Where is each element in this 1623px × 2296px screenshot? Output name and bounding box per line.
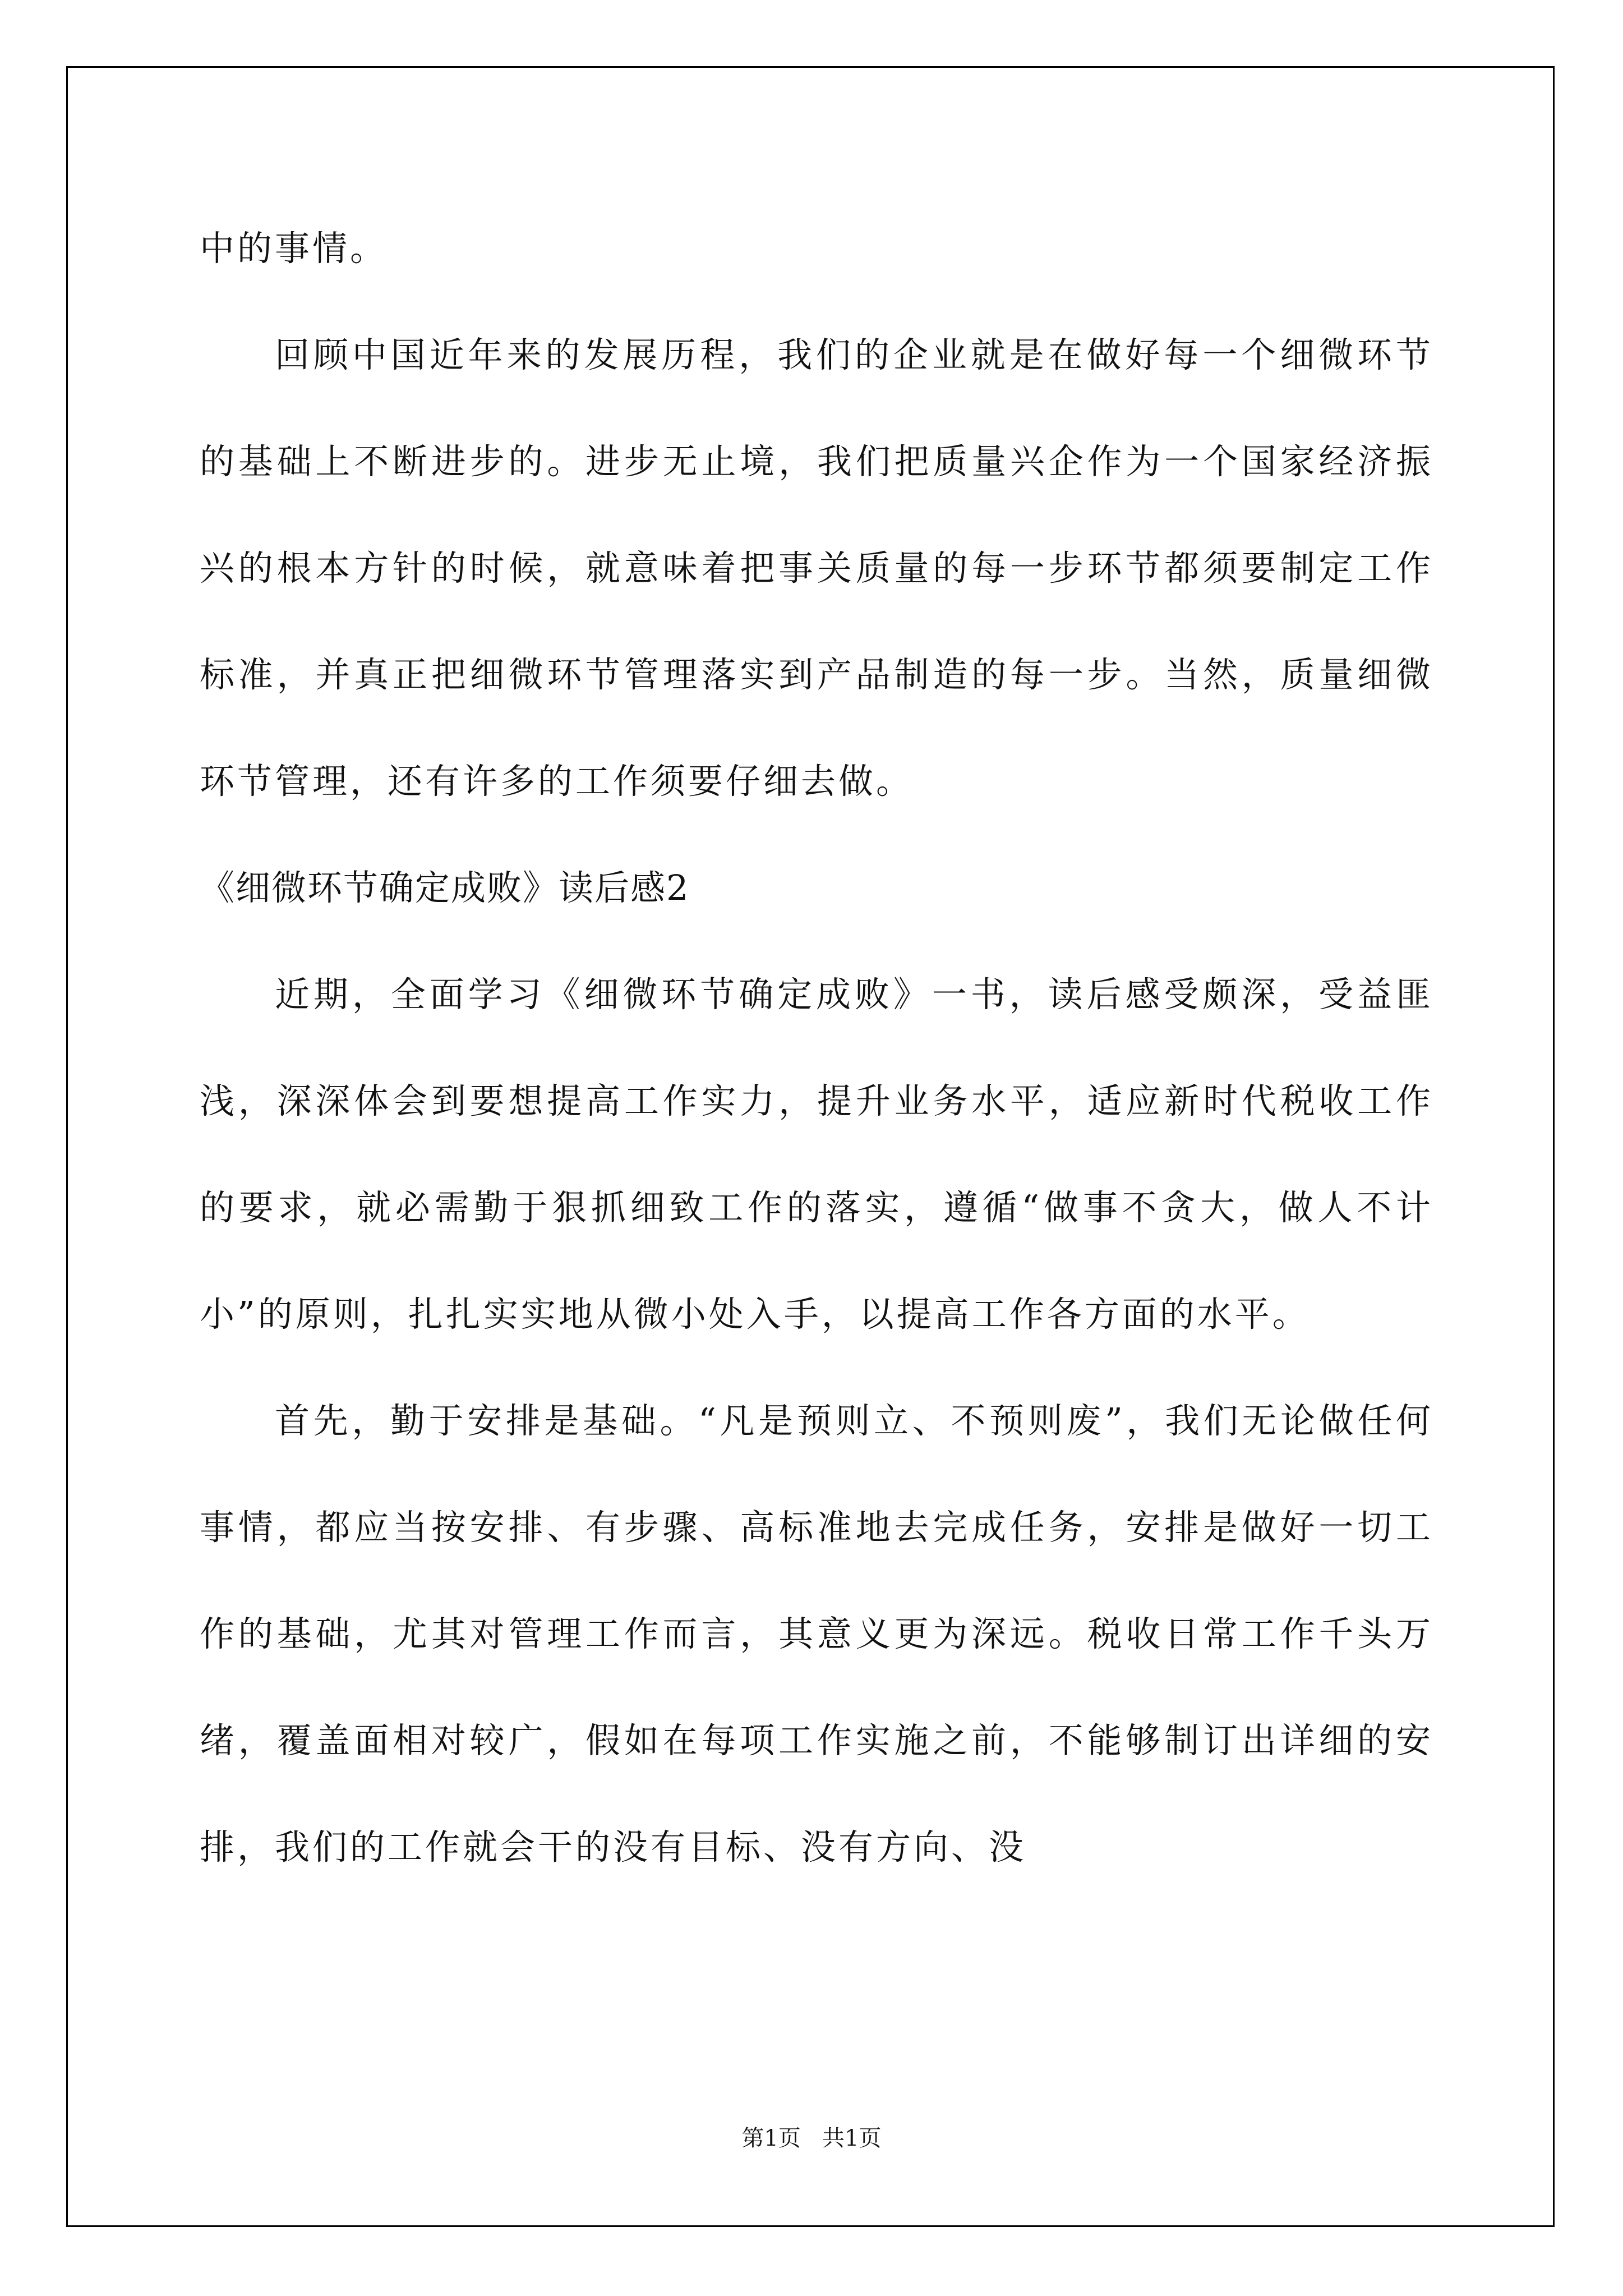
paragraph-recent-study: 近期，全面学习《细微环节确定成败》一书，读后感受颇深，受益匪浅，深深体会到要想提高工作实力，提升业务水平，适应新时代税收工作的要求，就必需勤于狠抓细致工作的落实，遵循“做事不贪大，做人不计小”的原则，扎扎实实地从微小处入手，以提高工作各方面的水平。 bbox=[200, 974, 1433, 1335]
paragraph-planning: 首先，勤于安排是基础。“凡是预则立、不预则废”，我们无论做任何事情，都应当按安排、有步骤、高标准地去完成任务，安排是做好一切工作的基础，尤其对管理工作而言，其意义更为深远。税收日常工作千头万绪，覆盖面相对较广，假如在每项工作实施之前，不能够制订出详细的安排，我们的工作就会干的没有目标、没有方向、没 bbox=[200, 1400, 1433, 1867]
section-heading: 《细微环节确定成败》读后感2 bbox=[200, 867, 690, 908]
document-body bbox=[200, 195, 1433, 1901]
page-footer: 第1页 共1页 bbox=[741, 2125, 882, 2151]
paragraph-review-history: 回顾中国近年来的发展历程，我们的企业就是在做好每一个细微环节的基础上不断进步的。进步无止境，我们把质量兴企作为一个国家经济振兴的根本方针的时候，就意味着把事关质量的每一步环节都须要制定工作标准，并真正把细微环节管理落实到产品制造的每一步。当然，质量细微环节管理，还有许多的工作须要仔细去做。 bbox=[200, 334, 1433, 802]
paragraph-continuation: 中的事情。 bbox=[200, 228, 388, 269]
